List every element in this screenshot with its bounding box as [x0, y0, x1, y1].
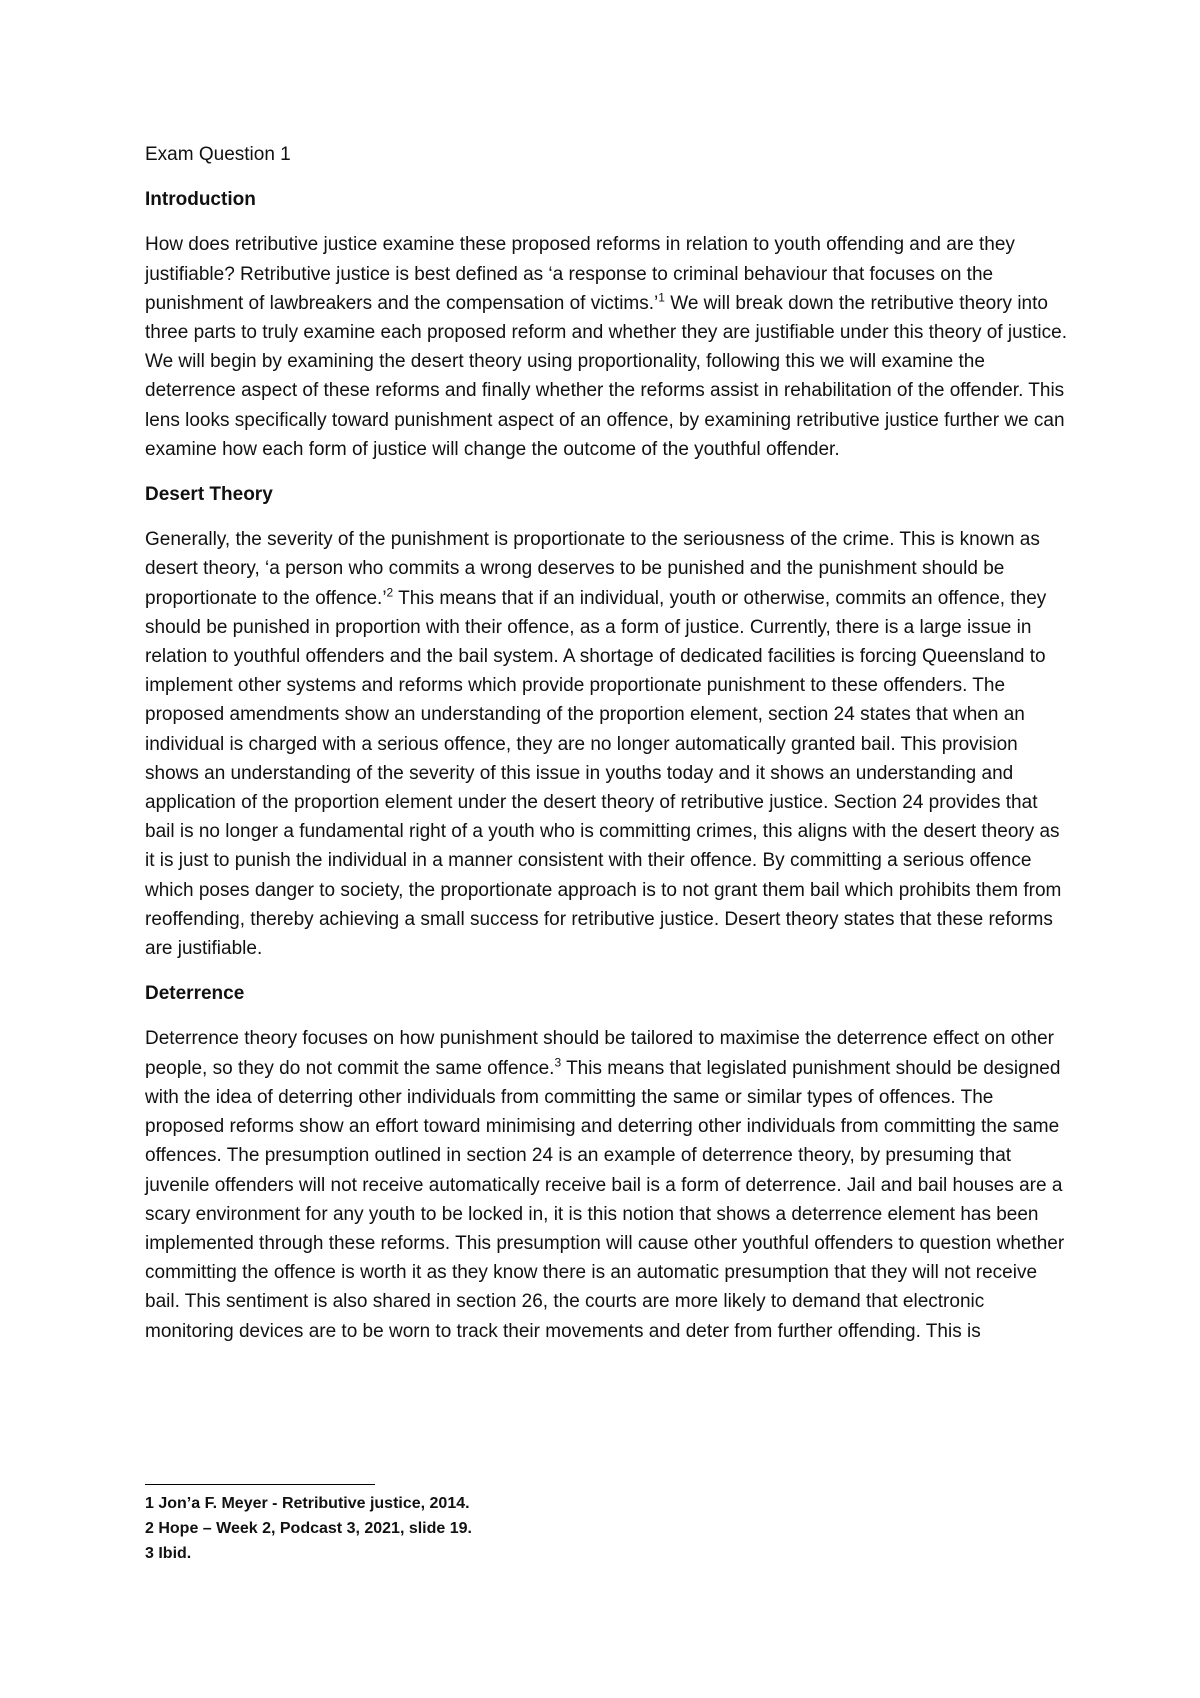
section-introduction [145, 185, 1070, 464]
paragraph-text: Deterrence theory focuses on how punishment should be tailored to maximise the deterrence effect on other people, so they do not commit the same offence. [145, 1028, 1055, 1079]
section-paragraph [145, 230, 1070, 464]
document-title: Exam Question 1 [145, 144, 291, 165]
section-paragraph [145, 1024, 1070, 1345]
section-heading: Desert Theory [145, 484, 273, 506]
section-deterrence [145, 979, 1070, 1345]
footnote-reference: 2 [386, 585, 394, 600]
footnote-3: 3 Ibid. [145, 1545, 192, 1562]
footnotes [145, 1491, 845, 1566]
footnote-reference: 3 [554, 1055, 562, 1070]
paragraph-text: How does retributive justice examine these proposed reforms in relation to youth offending and are they justifiable? Retributive justice is best defined as ‘a response to criminal behaviour that focuses on the punishment of lawbreakers and the compensation of victims.’ [145, 234, 1015, 314]
document-body [145, 140, 1070, 1362]
section-desert-theory [145, 480, 1070, 963]
section-heading: Introduction [145, 189, 256, 211]
paragraph-text: Generally, the severity of the punishment is proportionate to the seriousness of the crime. This is known as desert theory, ‘a person who commits a wrong deserves to be punished and the punishment should be proportionate to the offence.’ [145, 529, 1040, 609]
paragraph-text: This means that legislated punishment should be designed with the idea of deterring other individuals from committing the same or similar types of offences. The proposed reforms show an effort toward minimising and deterring other individuals from committing the same offences. The presumption outlined in section 24 is an example of deterrence theory, by presuming that juvenile offenders will not receive automatically receive bail is a form of deterrence. Jail and bail houses are a scary environment for any youth to be locked in, it is this notion that shows a deterrence element has been implemented through these reforms. This presumption will cause other youthful offenders to question whether committing the offence is worth it as they know there is an automatic presumption that they will not receive bail. This sentiment is also shared in section 26, the courts are more likely to demand that electronic monitoring devices are to be worn to track their movements and deter from further offending. This is [145, 1057, 1065, 1342]
section-heading: Deterrence [145, 983, 245, 1005]
footnote-1: 1 Jon’a F. Meyer - Retributive justice, 2014. [145, 1495, 470, 1512]
paragraph-text: We will break down the retributive theory into three parts to truly examine each proposed reform and whether they are justifiable under this theory of justice. We will begin by examining the desert theory using proportionality, following this we will examine the deterrence aspect of these reforms and finally whether the reforms assist in rehabilitation of the offender. This lens looks specifically toward punishment aspect of an offence, by examining retributive justice further we can examine how each form of justice will change the outcome of the youthful offender. [145, 292, 1067, 460]
paragraph-text: This means that if an individual, youth or otherwise, commits an offence, they should be punished in proportion with their offence, as a form of justice. Currently, there is a large issue in relation to youthful offenders and the bail system. A shortage of dedicated facilities is forcing Queensland to implement other systems and reforms which provide proportionate punishment to these offenders. The proposed amendments show an understanding of the proportion element, section 24 states that when an individual is charged with a serious offence, they are no longer automatically granted bail. This provision shows an understanding of the severity of this issue in youths today and it shows an understanding and application of the proportion element under the desert theory of retributive justice. Section 24 provides that bail is no longer a fundamental right of a youth who is committing crimes, this aligns with the desert theory as it is just to punish the individual in a manner consistent with their offence. By committing a serious offence which poses danger to society, the proportionate approach is to not grant them bail which prohibits them from reoffending, thereby achieving a small success for retributive justice. Desert theory states that these reforms are justifiable. [145, 587, 1062, 960]
footnote-separator [145, 1484, 375, 1485]
section-paragraph [145, 525, 1070, 963]
footnote-2: 2 Hope – Week 2, Podcast 3, 2021, slide 19. [145, 1520, 472, 1537]
footnote-reference: 1 [658, 290, 665, 305]
